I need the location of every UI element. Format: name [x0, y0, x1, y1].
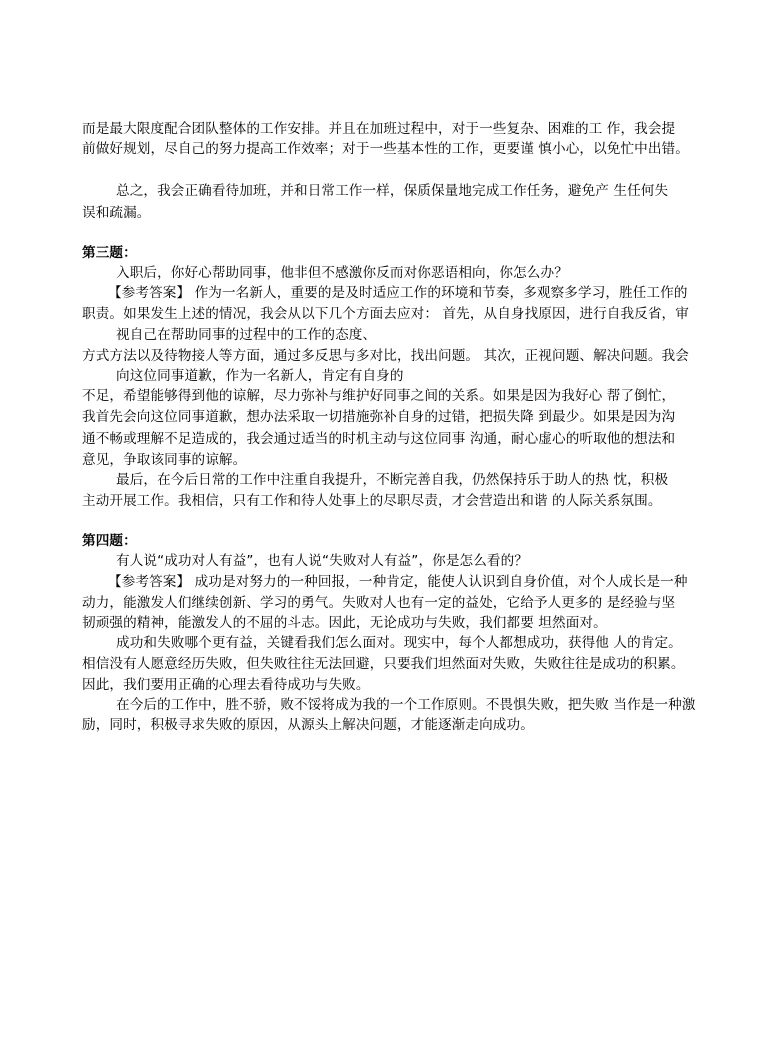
paragraph-line: 成功和失败哪个更有益，关键看我们怎么面对。现实中，每个人都想成功，获得他 人的肯定。: [116, 635, 682, 651]
paragraph-line: 因此，我们要用正确的心理去看待成功与失败。: [82, 677, 370, 693]
paragraph-line: 而是最大限度配合团队整体的工作安排。并且在加班过程中，对于一些复杂、困难的工 作，我会提: [82, 121, 676, 137]
section-heading-q3: 第三题：: [82, 245, 137, 261]
paragraph-line: 前做好规划，尽自己的努力提高工作效率；对于一些基本性的工作，更要谨 慎小心，以免忙中出错。: [82, 141, 689, 157]
answer-line: 职责。如果发生上述的情况，我会从以下几个方面去应对： 首先，从自身找原因，进行自我反省，审: [82, 306, 689, 322]
question-text-q3: 入职后，你好心帮助同事，他非但不感激你反而对你恶语相向，你怎么办？: [116, 265, 568, 281]
answer-line: 韧顽强的精神，能激发人的不屈的斗志。因此，无论成功与失败，我们都要 坦然面对。: [82, 615, 607, 631]
answer-line: 方式方法以及待物接人等方面，通过多反思与多对比，找出问题。 其次，正视问题、解决问题。我会: [82, 348, 689, 364]
answer-line: 意见，争取该同事的谅解。: [82, 452, 247, 468]
paragraph-line: 误和疏漏。: [82, 205, 151, 221]
answer-line: 向这位同事道歉，作为一名新人，肯定有自身的: [116, 368, 404, 384]
paragraph-line: 相信没有人愿意经历失败，但失败往往无法回避，只要我们坦然面对失败，失败往往是成功的积累。: [82, 656, 685, 672]
paragraph-line: 总之，我会正确看待加班，并和日常工作一样，保质保量地完成工作任务，避免产 生任何失: [116, 183, 669, 199]
paragraph-line: 在今后的工作中，胜不骄，败不馁将成为我的一个工作原则。不畏惧失败，把失败 当作是一种激: [116, 697, 696, 713]
answer-line: 我首先会向这位同事道歉，想办法采取一切措施弥补自身的过错，把损失降 到最少。如果是因为沟: [82, 409, 676, 425]
section-heading-q4: 第四题：: [82, 533, 137, 549]
question-text-q4: 有人说“成功对人有益”，也有人说“失败对人有益”，你是怎么看的？: [116, 553, 528, 569]
answer-line: 【参考答案】 作为一名新人，重要的是及时适应工作的环境和节奏，多观察多学习，胜任工作的: [108, 285, 688, 301]
closing-line: 最后，在今后日常的工作中注重自我提升，不断完善自我，仍然保持乐于助人的热 忱，积极: [116, 472, 669, 488]
answer-line: 动力，能激发人们继续创新、学习的勇气。失败对人也有一定的益处，它给予人更多的 是经验与坚: [82, 595, 676, 611]
answer-line: 【参考答案】 成功是对努力的一种回报，一种肯定，能使人认识到自身价值，对个人成长是一种: [108, 574, 688, 590]
answer-line: 不足，希望能够得到他的谅解，尽力弥补与维护好同事之间的关系。如果是因为我好心 帮了倒忙，: [82, 388, 676, 404]
answer-line: 视自己在帮助同事的过程中的工作的态度、: [116, 327, 377, 343]
paragraph-line: 励，同时，积极寻求失败的原因，从源头上解决问题，才能逐渐走向成功。: [82, 717, 534, 733]
closing-line: 主动开展工作。我相信，只有工作和待人处事上的尽职尽责，才会营造出和谐 的人际关系氛围。: [82, 493, 662, 509]
answer-line: 通不畅或理解不足造成的，我会通过适当的时机主动与这位同事 沟通，耐心虚心的听取他的想法和: [82, 431, 676, 447]
